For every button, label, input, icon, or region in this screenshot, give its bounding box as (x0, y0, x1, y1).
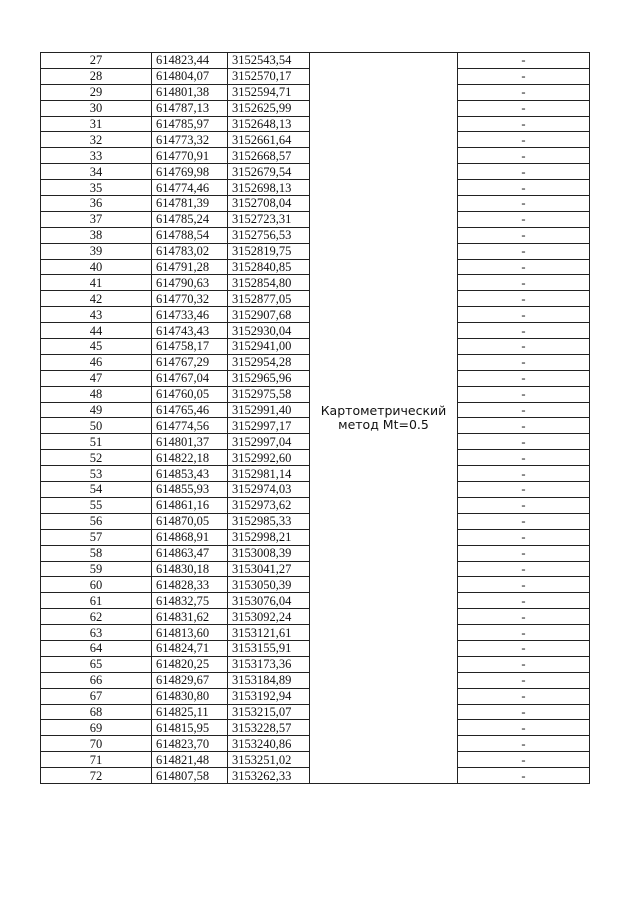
y-coordinate-cell: 3153184,89 (228, 672, 310, 688)
x-coordinate-cell: 614765,46 (152, 402, 228, 418)
y-coordinate-cell: 3152997,04 (228, 434, 310, 450)
y-coordinate-cell: 3152543,54 (228, 53, 310, 69)
point-number-cell: 50 (41, 418, 152, 434)
y-coordinate-cell: 3152625,99 (228, 100, 310, 116)
note-cell: - (458, 116, 590, 132)
y-coordinate-cell: 3152679,54 (228, 164, 310, 180)
y-coordinate-cell: 3152974,03 (228, 482, 310, 498)
note-cell: - (458, 577, 590, 593)
note-cell: - (458, 545, 590, 561)
note-cell: - (458, 307, 590, 323)
y-coordinate-cell: 3152854,80 (228, 275, 310, 291)
note-cell: - (458, 466, 590, 482)
note-cell: - (458, 100, 590, 116)
point-number-cell: 47 (41, 370, 152, 386)
note-cell: - (458, 625, 590, 641)
note-cell: - (458, 164, 590, 180)
point-number-cell: 33 (41, 148, 152, 164)
y-coordinate-cell: 3152930,04 (228, 323, 310, 339)
y-coordinate-cell: 3152997,17 (228, 418, 310, 434)
point-number-cell: 29 (41, 84, 152, 100)
point-number-cell: 37 (41, 211, 152, 227)
x-coordinate-cell: 614870,05 (152, 513, 228, 529)
point-number-cell: 30 (41, 100, 152, 116)
y-coordinate-cell: 3152991,40 (228, 402, 310, 418)
y-coordinate-cell: 3152708,04 (228, 196, 310, 212)
note-cell: - (458, 513, 590, 529)
point-number-cell: 66 (41, 672, 152, 688)
y-coordinate-cell: 3152965,96 (228, 370, 310, 386)
x-coordinate-cell: 614863,47 (152, 545, 228, 561)
x-coordinate-cell: 614781,39 (152, 196, 228, 212)
y-coordinate-cell: 3152698,13 (228, 180, 310, 196)
note-cell: - (458, 450, 590, 466)
note-cell: - (458, 720, 590, 736)
note-cell: - (458, 672, 590, 688)
x-coordinate-cell: 614769,98 (152, 164, 228, 180)
note-cell: - (458, 640, 590, 656)
note-cell: - (458, 497, 590, 513)
x-coordinate-cell: 614785,24 (152, 211, 228, 227)
note-cell: - (458, 386, 590, 402)
point-number-cell: 67 (41, 688, 152, 704)
y-coordinate-cell: 3152985,33 (228, 513, 310, 529)
point-number-cell: 51 (41, 434, 152, 450)
note-cell: - (458, 323, 590, 339)
x-coordinate-cell: 614773,32 (152, 132, 228, 148)
x-coordinate-cell: 614868,91 (152, 529, 228, 545)
x-coordinate-cell: 614807,58 (152, 768, 228, 784)
x-coordinate-cell: 614770,32 (152, 291, 228, 307)
point-number-cell: 42 (41, 291, 152, 307)
note-cell: - (458, 561, 590, 577)
y-coordinate-cell: 3152756,53 (228, 227, 310, 243)
note-cell: - (458, 291, 590, 307)
y-coordinate-cell: 3153076,04 (228, 593, 310, 609)
y-coordinate-cell: 3153215,07 (228, 704, 310, 720)
y-coordinate-cell: 3153240,86 (228, 736, 310, 752)
note-cell: - (458, 84, 590, 100)
point-number-cell: 43 (41, 307, 152, 323)
table-row (41, 53, 590, 69)
y-coordinate-cell: 3152570,17 (228, 68, 310, 84)
note-cell: - (458, 132, 590, 148)
y-coordinate-cell: 3153251,02 (228, 752, 310, 768)
point-number-cell: 60 (41, 577, 152, 593)
x-coordinate-cell: 614788,54 (152, 227, 228, 243)
y-coordinate-cell: 3152668,57 (228, 148, 310, 164)
point-number-cell: 69 (41, 720, 152, 736)
point-number-cell: 59 (41, 561, 152, 577)
note-cell: - (458, 211, 590, 227)
x-coordinate-cell: 614855,93 (152, 482, 228, 498)
x-coordinate-cell: 614804,07 (152, 68, 228, 84)
point-number-cell: 53 (41, 466, 152, 482)
y-coordinate-cell: 3153041,27 (228, 561, 310, 577)
method-cell (310, 53, 458, 784)
note-cell: - (458, 339, 590, 355)
point-number-cell: 39 (41, 243, 152, 259)
point-number-cell: 48 (41, 386, 152, 402)
point-number-cell: 62 (41, 609, 152, 625)
x-coordinate-cell: 614733,46 (152, 307, 228, 323)
x-coordinate-cell: 614830,80 (152, 688, 228, 704)
y-coordinate-cell: 3152648,13 (228, 116, 310, 132)
x-coordinate-cell: 614828,33 (152, 577, 228, 593)
y-coordinate-cell: 3152877,05 (228, 291, 310, 307)
x-coordinate-cell: 614825,11 (152, 704, 228, 720)
y-coordinate-cell: 3152840,85 (228, 259, 310, 275)
note-cell: - (458, 688, 590, 704)
point-number-cell: 68 (41, 704, 152, 720)
point-number-cell: 72 (41, 768, 152, 784)
note-cell: - (458, 53, 590, 69)
coordinates-table-body (41, 53, 590, 784)
point-number-cell: 31 (41, 116, 152, 132)
point-number-cell: 41 (41, 275, 152, 291)
note-cell: - (458, 736, 590, 752)
y-coordinate-cell: 3152954,28 (228, 354, 310, 370)
coordinates-table (40, 52, 590, 784)
note-cell: - (458, 354, 590, 370)
y-coordinate-cell: 3152819,75 (228, 243, 310, 259)
x-coordinate-cell: 614758,17 (152, 339, 228, 355)
x-coordinate-cell: 614815,95 (152, 720, 228, 736)
y-coordinate-cell: 3153262,33 (228, 768, 310, 784)
y-coordinate-cell: 3152907,68 (228, 307, 310, 323)
x-coordinate-cell: 614774,46 (152, 180, 228, 196)
x-coordinate-cell: 614790,63 (152, 275, 228, 291)
point-number-cell: 34 (41, 164, 152, 180)
point-number-cell: 36 (41, 196, 152, 212)
point-number-cell: 28 (41, 68, 152, 84)
point-number-cell: 64 (41, 640, 152, 656)
y-coordinate-cell: 3152981,14 (228, 466, 310, 482)
y-coordinate-cell: 3152975,58 (228, 386, 310, 402)
x-coordinate-cell: 614760,05 (152, 386, 228, 402)
point-number-cell: 27 (41, 53, 152, 69)
point-number-cell: 35 (41, 180, 152, 196)
note-cell: - (458, 593, 590, 609)
y-coordinate-cell: 3153121,61 (228, 625, 310, 641)
note-cell: - (458, 196, 590, 212)
x-coordinate-cell: 614831,62 (152, 609, 228, 625)
point-number-cell: 71 (41, 752, 152, 768)
x-coordinate-cell: 614823,44 (152, 53, 228, 69)
x-coordinate-cell: 614821,48 (152, 752, 228, 768)
y-coordinate-cell: 3152723,31 (228, 211, 310, 227)
point-number-cell: 55 (41, 497, 152, 513)
y-coordinate-cell: 3153192,94 (228, 688, 310, 704)
y-coordinate-cell: 3152594,71 (228, 84, 310, 100)
x-coordinate-cell: 614785,97 (152, 116, 228, 132)
x-coordinate-cell: 614823,70 (152, 736, 228, 752)
note-cell: - (458, 68, 590, 84)
point-number-cell: 40 (41, 259, 152, 275)
note-cell: - (458, 434, 590, 450)
x-coordinate-cell: 614861,16 (152, 497, 228, 513)
note-cell: - (458, 752, 590, 768)
note-cell: - (458, 370, 590, 386)
method-label-line-1: Картометрический (320, 402, 447, 418)
point-number-cell: 54 (41, 482, 152, 498)
point-number-cell: 46 (41, 354, 152, 370)
note-cell: - (458, 148, 590, 164)
point-number-cell: 32 (41, 132, 152, 148)
x-coordinate-cell: 614767,29 (152, 354, 228, 370)
point-number-cell: 56 (41, 513, 152, 529)
x-coordinate-cell: 614767,04 (152, 370, 228, 386)
note-cell: - (458, 275, 590, 291)
y-coordinate-cell: 3152661,64 (228, 132, 310, 148)
y-coordinate-cell: 3153050,39 (228, 577, 310, 593)
y-coordinate-cell: 3153092,24 (228, 609, 310, 625)
point-number-cell: 44 (41, 323, 152, 339)
note-cell: - (458, 259, 590, 275)
note-cell: - (458, 609, 590, 625)
x-coordinate-cell: 614783,02 (152, 243, 228, 259)
x-coordinate-cell: 614743,43 (152, 323, 228, 339)
point-number-cell: 49 (41, 402, 152, 418)
x-coordinate-cell: 614832,75 (152, 593, 228, 609)
note-cell: - (458, 243, 590, 259)
y-coordinate-cell: 3153173,36 (228, 656, 310, 672)
y-coordinate-cell: 3152998,21 (228, 529, 310, 545)
x-coordinate-cell: 614829,67 (152, 672, 228, 688)
note-cell: - (458, 180, 590, 196)
x-coordinate-cell: 614770,91 (152, 148, 228, 164)
x-coordinate-cell: 614813,60 (152, 625, 228, 641)
x-coordinate-cell: 614822,18 (152, 450, 228, 466)
point-number-cell: 61 (41, 593, 152, 609)
x-coordinate-cell: 614774,56 (152, 418, 228, 434)
y-coordinate-cell: 3153008,39 (228, 545, 310, 561)
x-coordinate-cell: 614853,43 (152, 466, 228, 482)
method-label-line-2: метод Mt=0.5 (338, 416, 429, 432)
note-cell: - (458, 529, 590, 545)
x-coordinate-cell: 614787,13 (152, 100, 228, 116)
note-cell: - (458, 482, 590, 498)
point-number-cell: 65 (41, 656, 152, 672)
x-coordinate-cell: 614824,71 (152, 640, 228, 656)
y-coordinate-cell: 3153155,91 (228, 640, 310, 656)
point-number-cell: 45 (41, 339, 152, 355)
note-cell: - (458, 704, 590, 720)
point-number-cell: 57 (41, 529, 152, 545)
point-number-cell: 63 (41, 625, 152, 641)
note-cell: - (458, 768, 590, 784)
point-number-cell: 38 (41, 227, 152, 243)
point-number-cell: 58 (41, 545, 152, 561)
x-coordinate-cell: 614820,25 (152, 656, 228, 672)
x-coordinate-cell: 614801,37 (152, 434, 228, 450)
y-coordinate-cell: 3152992,60 (228, 450, 310, 466)
y-coordinate-cell: 3152973,62 (228, 497, 310, 513)
y-coordinate-cell: 3153228,57 (228, 720, 310, 736)
note-cell: - (458, 418, 590, 434)
note-cell: - (458, 227, 590, 243)
x-coordinate-cell: 614830,18 (152, 561, 228, 577)
note-cell: - (458, 656, 590, 672)
x-coordinate-cell: 614791,28 (152, 259, 228, 275)
point-number-cell: 70 (41, 736, 152, 752)
note-cell: - (458, 402, 590, 418)
y-coordinate-cell: 3152941,00 (228, 339, 310, 355)
x-coordinate-cell: 614801,38 (152, 84, 228, 100)
point-number-cell: 52 (41, 450, 152, 466)
